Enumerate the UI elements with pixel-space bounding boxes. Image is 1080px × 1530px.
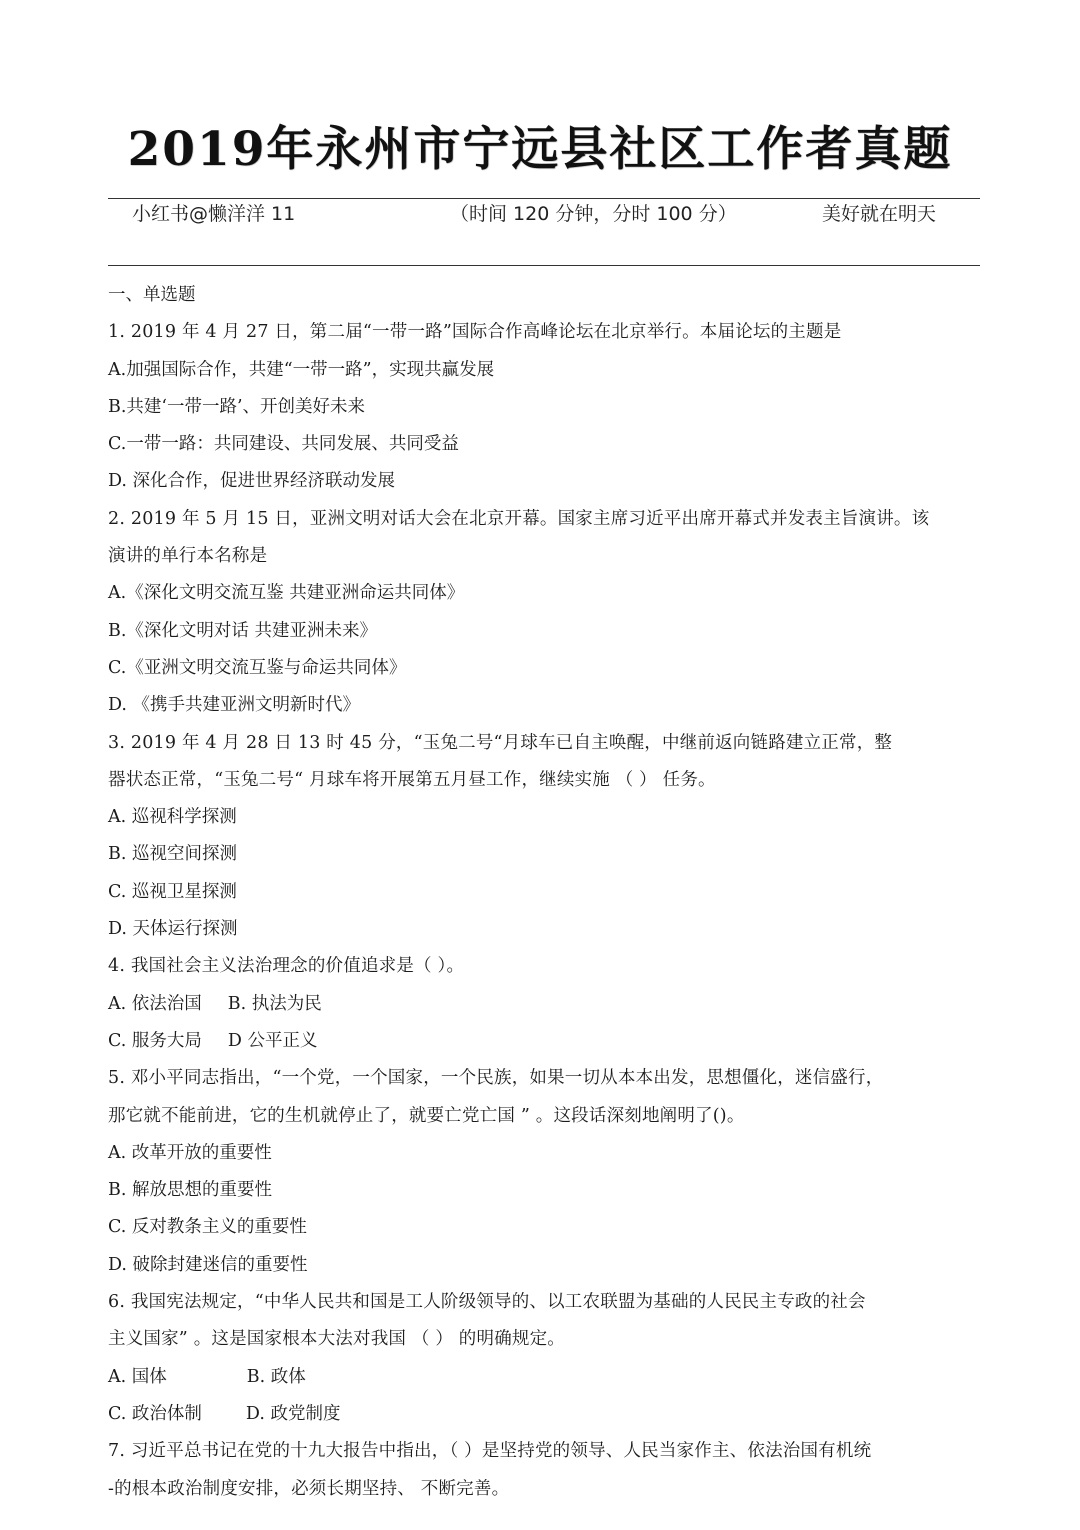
question-1-option-a: A.加强国际合作，共建“一带一路”，实现共赢发展 (108, 359, 495, 380)
question-3-stem-line2: 器状态正常，“玉兔二号“ 月球车将开展第五月昼工作，继续实施 （ ） 任务。 (108, 769, 716, 790)
question-6-option-c: C. 政治体制 (108, 1403, 202, 1424)
question-1-option-d: D. 深化合作，促进世界经济联动发展 (108, 471, 396, 492)
question-4-options-row1 (108, 986, 983, 1023)
question-5-option-c: C. 反对教条主义的重要性 (108, 1217, 307, 1238)
question-3-option-a: A. 巡视科学探测 (108, 807, 237, 828)
question-2-option-c: C.《亚洲文明交流互鉴与命运共同体》 (108, 657, 407, 678)
question-5-option-a: A. 改革开放的重要性 (108, 1142, 272, 1163)
question-3-stem-line1: 3. 2019 年 4 月 28 日 13 时 45 分，“玉兔二号“月球车已自主唤醒，中继前返向链路建立正常，整 (108, 732, 893, 753)
question-5-stem-line1: 5. 邓小平同志指出，“一个党，一个国家，一个民族，如果一切从本本出发，思想僵化，迷信盛行， (108, 1068, 884, 1089)
question-6-options-row1 (108, 1359, 983, 1396)
question-1-option-b: B.共建‘一带一路’、开创美好未来 (108, 396, 366, 417)
question-2-stem-line1: 2. 2019 年 5 月 15 日，亚洲文明对话大会在北京开幕。国家主席习近平出席开幕式并发表主旨演讲。该 (108, 508, 930, 529)
question-4-option-a: A. 依法治国 (108, 993, 202, 1014)
question-5-option-b: B. 解放思想的重要性 (108, 1180, 272, 1201)
question-6-stem-line1: 6. 我国宪法规定，“中华人民共和国是工人阶级领导的、以工农联盟为基础的人民民主专政的社会 (108, 1292, 866, 1313)
question-3-option-b: B. 巡视空间探测 (108, 844, 237, 865)
header-top-rule (108, 198, 980, 199)
header-motto: 美好就在明天 (822, 203, 937, 225)
question-4-options-row2 (108, 1023, 983, 1060)
question-6-option-d: D. 政党制度 (245, 1403, 341, 1424)
question-6-option-b: B. 政体 (246, 1366, 306, 1387)
question-6-options-row2 (108, 1396, 983, 1433)
section-heading: 一、单选题 (108, 285, 196, 305)
question-4-option-d: D 公平正义 (227, 1030, 318, 1051)
question-1-stem: 1. 2019 年 4 月 27 日，第二届“一带一路”国际合作高峰论坛在北京举行。本届论坛的主题是 (108, 322, 842, 343)
question-5-option-d: D. 破除封建迷信的重要性 (108, 1254, 308, 1275)
question-6-option-a: A. 国体 (108, 1366, 167, 1387)
question-4-option-b: B. 执法为民 (227, 993, 322, 1014)
question-4-stem: 4. 我国社会主义法治理念的价值追求是（ ）。 (108, 956, 465, 977)
question-4-option-c: C. 服务大局 (108, 1030, 202, 1051)
header-time-info: （时间 120 分钟，分时 100 分） (450, 203, 737, 225)
question-2-option-a: A.《深化文明交流互鉴 共建亚洲命运共同体》 (108, 583, 465, 604)
header-author: 小红书@懒洋洋 11 (132, 203, 296, 225)
question-7-stem-line1: 7. 习近平总书记在党的十九大报告中指出，（ ）是坚持党的领导、人民当家作主、依法治国有机统 (108, 1441, 872, 1462)
question-3-option-d: D. 天体运行探测 (108, 919, 238, 940)
question-2-option-d: D. 《携手共建亚洲文明新时代》 (108, 695, 361, 716)
page-title: 2019年永州市宁远县社区工作者真题 (127, 122, 953, 177)
question-2-option-b: B.《深化文明对话 共建亚洲未来》 (108, 620, 377, 641)
question-list (108, 277, 983, 1508)
question-3-option-c: C. 巡视卫星探测 (108, 881, 237, 902)
question-7-stem-line2: -的根本政治制度安排，必须长期坚持、 不断完善。 (108, 1478, 510, 1499)
question-2-stem-line2: 演讲的单行本名称是 (108, 546, 268, 567)
question-6-stem-line2: 主义国家” 。这是国家根本大法对我国 （ ） 的明确规定。 (108, 1329, 565, 1350)
header-bottom-rule (108, 265, 980, 266)
question-1-option-c: C.一带一路：共同建设、共同发展、共同受益 (108, 434, 459, 455)
question-5-stem-line2: 那它就不能前进，它的生机就停止了，就要亡党亡国 ” 。这段话深刻地阐明了()。 (108, 1105, 745, 1126)
